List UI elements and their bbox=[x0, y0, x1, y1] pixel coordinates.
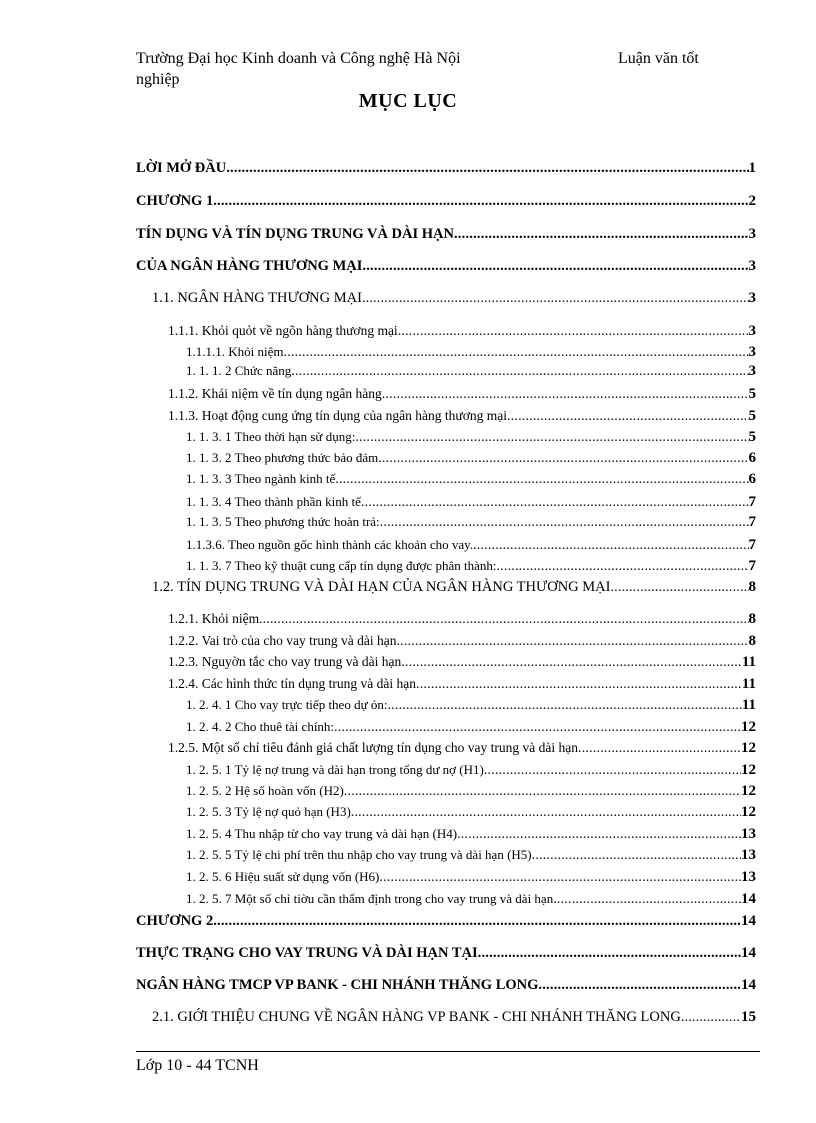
toc-entry[interactable] bbox=[186, 429, 756, 446]
toc-entry[interactable] bbox=[168, 633, 756, 650]
toc-entry[interactable] bbox=[186, 514, 756, 531]
toc-dot-leader bbox=[396, 634, 748, 650]
toc-dot-leader bbox=[362, 258, 748, 275]
toc-entry-title: 1.1.1.1. Khỏi niệm bbox=[186, 344, 284, 359]
toc-dot-leader bbox=[401, 655, 742, 671]
toc-page-number: 8 bbox=[748, 633, 756, 649]
toc-entry-title: 1.1. NGÂN HÀNG THƯƠNG MẠI bbox=[152, 290, 362, 306]
toc-entry-title: 1.1.1. Khỏi quỏt về ngõn hàng thương mại bbox=[168, 323, 398, 338]
toc-entry-title: 1. 2. 4. 1 Cho vay trực tiếp theo dự ỏn: bbox=[186, 697, 388, 712]
toc-page-number: 3 bbox=[748, 344, 756, 360]
toc-entry[interactable] bbox=[186, 363, 756, 380]
toc-dot-leader bbox=[379, 870, 741, 886]
toc-page-number: 14 bbox=[741, 891, 756, 907]
document-type: Luận văn tốt bbox=[618, 50, 699, 67]
toc-dot-leader bbox=[213, 193, 748, 210]
toc-page-number: 15 bbox=[741, 1009, 756, 1025]
toc-entry[interactable] bbox=[186, 783, 756, 800]
toc-entry-title: 1. 2. 5. 1 Tỷ lệ nợ trung và dài hạn trong tổng dư nợ (H1) bbox=[186, 762, 484, 777]
toc-entry[interactable] bbox=[186, 537, 756, 554]
toc-entry-title: 1.2. TÍN DỤNG TRUNG VÀ DÀI HẠN CỦA NGÂN HÀNG THƯƠNG MẠI bbox=[152, 579, 611, 595]
toc-page-number: 12 bbox=[741, 740, 756, 756]
toc-entry[interactable] bbox=[186, 558, 756, 575]
toc-entry[interactable] bbox=[186, 826, 756, 843]
toc-entry-title: 1.1.3. Hoạt động cung ứng tín dụng của ngân hàng thương mại bbox=[168, 408, 507, 423]
toc-page-number: 13 bbox=[741, 847, 756, 863]
toc-entry[interactable] bbox=[136, 258, 756, 275]
toc-page-number: 11 bbox=[741, 676, 756, 692]
toc-page-number: 7 bbox=[748, 558, 756, 574]
toc-dot-leader bbox=[291, 364, 748, 380]
toc-dot-leader bbox=[361, 495, 749, 511]
toc-entry-title: 1. 2. 5. 6 Hiệu suất sử dụng vốn (H6) bbox=[186, 869, 380, 884]
toc-page-number: 3 bbox=[748, 290, 756, 306]
toc-entry[interactable] bbox=[186, 344, 756, 361]
toc-entry-title: 1.2.1. Khỏi niệm. bbox=[168, 611, 263, 626]
toc-entry[interactable] bbox=[136, 945, 756, 962]
toc-entry[interactable] bbox=[168, 408, 756, 425]
toc-entry[interactable] bbox=[168, 740, 756, 757]
toc-page-number: 11 bbox=[741, 654, 756, 670]
toc-page-number: 3 bbox=[748, 226, 756, 242]
school-name: Trường Đại học Kinh doanh và Công nghệ Hà Nội bbox=[136, 50, 461, 67]
toc-page-number: 3 bbox=[748, 363, 756, 379]
toc-entry-title: THỰC TRẠNG CHO VAY TRUNG VÀ DÀI HẠN TẠI bbox=[136, 945, 478, 961]
toc-page-number: 11 bbox=[741, 697, 756, 713]
toc-dot-leader bbox=[351, 805, 741, 821]
toc-entry-title: CHƯƠNG 1 bbox=[136, 193, 214, 209]
toc-dot-leader bbox=[284, 345, 749, 361]
toc-page-number: 2 bbox=[748, 193, 756, 209]
toc-page-number: 5 bbox=[748, 429, 756, 445]
toc-entry[interactable] bbox=[186, 697, 756, 714]
toc-entry-title: 1. 1. 1. 2 Chức năng bbox=[186, 363, 292, 378]
toc-entry[interactable] bbox=[152, 290, 756, 307]
toc-entry-title: 1.2.5. Một số chỉ tiêu đánh giá chất lượng tín dụng cho vay trung và dài hạn bbox=[168, 740, 579, 755]
toc-dot-leader bbox=[387, 698, 741, 714]
toc-entry-title: 1. 1. 3. 5 Theo phương thức hoàn trả: bbox=[186, 514, 380, 529]
toc-entry-title: 1.2.4. Các hình thức tín dụng trung và dài hạn bbox=[168, 676, 417, 691]
toc-dot-leader bbox=[344, 784, 741, 800]
toc-entry[interactable] bbox=[186, 494, 756, 511]
toc-dot-leader bbox=[362, 291, 749, 307]
toc-entry-title: LỜI MỞ ĐẦU bbox=[136, 160, 227, 176]
toc-page-number: 8 bbox=[748, 579, 756, 595]
toc-entry[interactable] bbox=[168, 386, 756, 403]
toc-entry[interactable] bbox=[186, 847, 756, 864]
toc-page-number: 5 bbox=[748, 386, 756, 402]
toc-page-number: 12 bbox=[741, 804, 756, 820]
toc-dot-leader bbox=[681, 1010, 741, 1026]
toc-dot-leader bbox=[398, 324, 749, 340]
toc-dot-leader bbox=[538, 977, 741, 994]
toc-page-number: 6 bbox=[748, 450, 756, 466]
toc-entry-title: 1. 1. 3. 2 Theo phương thức bảo đảm bbox=[186, 450, 379, 465]
toc-dot-leader bbox=[380, 515, 749, 531]
toc-dot-leader bbox=[213, 913, 741, 930]
toc-entry[interactable] bbox=[186, 450, 756, 467]
toc-entry[interactable] bbox=[136, 160, 756, 177]
toc-dot-leader bbox=[532, 848, 741, 864]
toc-entry-title: CỦA NGÂN HÀNG THƯƠNG MẠI bbox=[136, 258, 363, 274]
toc-entry[interactable] bbox=[186, 719, 756, 736]
footer-divider bbox=[136, 1051, 760, 1052]
toc-dot-leader bbox=[454, 226, 749, 243]
toc-page-number: 1 bbox=[748, 160, 756, 176]
toc-dot-leader bbox=[378, 451, 748, 467]
toc-dot-leader bbox=[382, 387, 749, 403]
toc-entry[interactable] bbox=[186, 891, 756, 908]
toc-entry[interactable] bbox=[152, 1009, 756, 1026]
toc-page-number: 12 bbox=[741, 719, 756, 735]
toc-page-number: 13 bbox=[741, 826, 756, 842]
toc-page-number: 13 bbox=[741, 869, 756, 885]
toc-entry[interactable] bbox=[136, 193, 756, 210]
toc-entry[interactable] bbox=[136, 977, 756, 994]
toc-page-number: 7 bbox=[748, 514, 756, 530]
toc-dot-leader bbox=[355, 430, 748, 446]
toc-entry-title: 1. 2. 5. 2 Hệ số hoàn vốn (H2) bbox=[186, 783, 344, 798]
toc-page-number: 12 bbox=[741, 783, 756, 799]
toc-entry[interactable] bbox=[186, 762, 756, 779]
toc-dot-leader bbox=[553, 892, 741, 908]
toc-page-number: 3 bbox=[748, 323, 756, 339]
toc-entry-title: CHƯƠNG 2 bbox=[136, 913, 214, 929]
toc-page-number: 8 bbox=[748, 611, 756, 627]
toc-entry-title: 1. 1. 3. 3 Theo ngành kinh tế bbox=[186, 471, 336, 486]
toc-page-number: 12 bbox=[741, 762, 756, 778]
toc-page-number: 3 bbox=[748, 258, 756, 274]
toc-entry-title: 1.1.2. Khái niệm về tín dụng ngân hàng bbox=[168, 386, 382, 401]
toc-entry[interactable] bbox=[168, 611, 756, 628]
toc-entry[interactable] bbox=[168, 323, 756, 340]
toc-entry-title: 1.1.3.6. Theo nguồn gốc hình thành các khoản cho vay. bbox=[186, 537, 474, 552]
toc-entry-title: 1. 2. 5. 5 Tỷ lệ chi phí trên thu nhập cho vay trung và dài hạn (H5) bbox=[186, 847, 532, 862]
toc-entry[interactable] bbox=[186, 869, 756, 886]
toc-dot-leader bbox=[416, 677, 742, 693]
toc-entry[interactable] bbox=[168, 654, 756, 671]
toc-page-number: 14 bbox=[741, 913, 756, 929]
toc-dot-leader bbox=[263, 612, 749, 628]
toc-dot-leader bbox=[578, 741, 741, 757]
toc-entry-title: 1. 1. 3. 4 Theo thành phần kinh tế bbox=[186, 494, 361, 509]
toc-entry[interactable] bbox=[136, 913, 756, 930]
toc-dot-leader bbox=[226, 160, 748, 177]
toc-entry-title: 1.2.2. Vai trò của cho vay trung và dài hạn bbox=[168, 633, 397, 648]
toc-dot-leader bbox=[484, 763, 741, 779]
toc-page-number: 7 bbox=[748, 494, 756, 510]
toc-entry-title: 2.1. GIỚI THIỆU CHUNG VỀ NGÂN HÀNG VP BANK - CHI NHÁNH THĂNG LONG bbox=[152, 1009, 681, 1025]
toc-dot-leader bbox=[610, 580, 748, 596]
toc-dot-leader bbox=[335, 472, 748, 488]
toc-page-number: 7 bbox=[748, 537, 756, 553]
toc-entry-title: 1.2.3. Nguyờn tắc cho vay trung và dài hạn bbox=[168, 654, 402, 669]
toc-entry-title: 1. 2. 5. 4 Thu nhập từ cho vay trung và dài hạn (H4) bbox=[186, 826, 458, 841]
toc-entry-title: TÍN DỤNG VÀ TÍN DỤNG TRUNG VÀ DÀI HẠN bbox=[136, 226, 454, 242]
toc-page-number: 5 bbox=[748, 408, 756, 424]
toc-entry[interactable] bbox=[152, 579, 756, 596]
toc-entry[interactable] bbox=[136, 226, 756, 243]
toc-entry-title: 1. 2. 5. 3 Tỷ lệ nợ quỏ hạn (H3) bbox=[186, 804, 351, 819]
page-title: MỤC LỤC bbox=[358, 90, 458, 112]
toc-dot-leader bbox=[496, 559, 748, 575]
toc-entry-title: 1. 2. 5. 7 Một số chỉ tiờu cần thẩm định trong cho vay trung và dài hạn bbox=[186, 891, 554, 906]
toc-dot-leader bbox=[334, 720, 741, 736]
toc-entry[interactable] bbox=[186, 471, 756, 488]
toc-page-number: 14 bbox=[741, 977, 756, 993]
toc-entry[interactable] bbox=[186, 804, 756, 821]
toc-dot-leader bbox=[457, 827, 741, 843]
toc-entry-title: NGÂN HÀNG TMCP VP BANK - CHI NHÁNH THĂNG LONG bbox=[136, 977, 539, 993]
toc-entry-title: 1. 1. 3. 1 Theo thời hạn sử dụng: bbox=[186, 429, 356, 444]
toc-entry-title: 1. 1. 3. 7 Theo kỹ thuật cung cấp tín dụng được phân thành: bbox=[186, 558, 497, 573]
toc-entry-title: 1. 2. 4. 2 Cho thuê tài chính: bbox=[186, 719, 335, 734]
document-type-continued: nghiệp bbox=[136, 71, 180, 88]
footer-class-label: Lớp 10 - 44 TCNH bbox=[136, 1057, 259, 1074]
toc-dot-leader bbox=[478, 945, 741, 962]
toc-entry[interactable] bbox=[168, 676, 756, 693]
toc-page-number: 14 bbox=[741, 945, 756, 961]
toc-dot-leader bbox=[507, 409, 749, 425]
toc-page-number: 6 bbox=[748, 471, 756, 487]
toc-dot-leader bbox=[473, 538, 748, 554]
